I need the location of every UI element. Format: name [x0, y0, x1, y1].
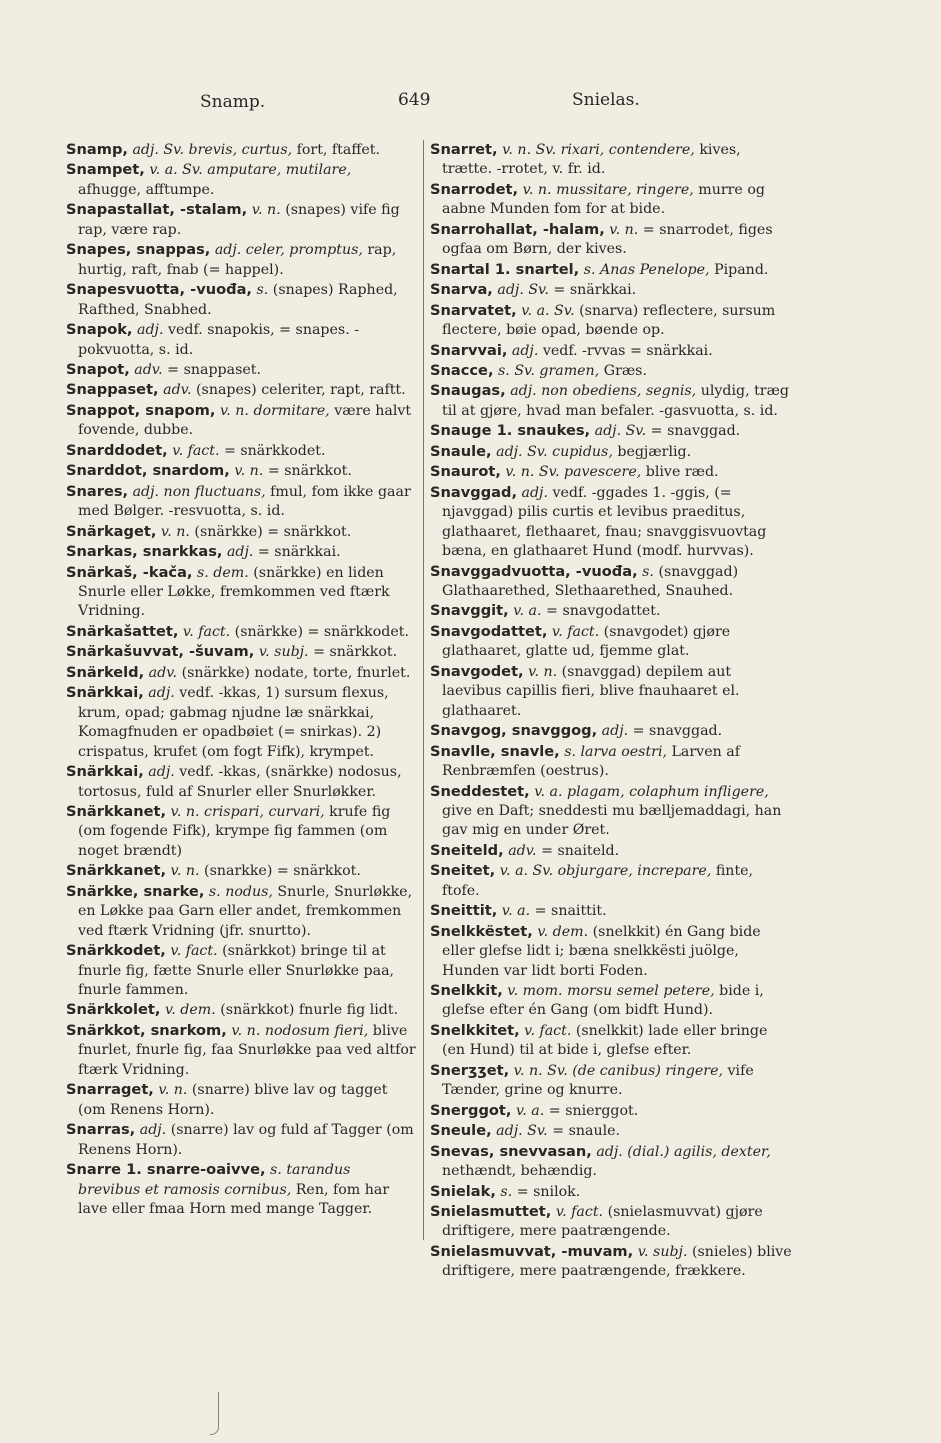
entry-headword: Snarre 1. snarre-oaivve,: [66, 1161, 266, 1179]
entry-headword: Sneule,: [430, 1122, 492, 1140]
entry-definition: = snavgodattet.: [546, 603, 661, 620]
entry-definition: = snierggot.: [548, 1102, 639, 1119]
entry-definition: finte, ftofe.: [442, 863, 754, 899]
entry-grammar: v. fact.: [551, 623, 600, 640]
dictionary-entry: [430, 260, 792, 280]
entry-grammar: s.: [256, 282, 269, 299]
running-head-right: Snielas.: [572, 90, 640, 110]
dictionary-entry: [430, 301, 792, 341]
entry-grammar: v. n.: [528, 663, 558, 680]
dictionary-entry: [66, 522, 416, 542]
entry-grammar: adv.: [148, 664, 178, 681]
entry-grammar: v. n. Sv. (de canibus) ringere,: [513, 1062, 723, 1079]
dictionary-entry: [66, 563, 416, 622]
entry-definition: ulydig, træg til at gjøre, hvad man befaler. -gasvuotta, s. id.: [442, 383, 789, 419]
entry-definition: (snärkke) = snärkkot.: [194, 523, 352, 540]
entry-grammar: adj. non fluctuans,: [132, 483, 266, 500]
dictionary-entry: [430, 601, 792, 621]
dictionary-entry: [66, 160, 416, 200]
entry-grammar: v. dem.: [164, 1002, 216, 1019]
running-head-left: Snamp.: [200, 92, 266, 112]
dictionary-entry: [430, 742, 792, 782]
dictionary-entry: [430, 381, 792, 421]
entry-headword: Snaurot,: [430, 463, 501, 481]
entry-headword: Snavgodet,: [430, 662, 524, 680]
entry-headword: Snelkkit,: [430, 982, 503, 1000]
entry-grammar: v. fact.: [172, 442, 220, 459]
entry-definition: afhugge, afftumpe.: [78, 181, 215, 198]
entry-definition: (snarre) blive lav og tagget (om Renens Horn).: [78, 1082, 388, 1118]
entry-grammar: adv.: [163, 382, 192, 399]
dictionary-entry: [66, 941, 416, 1000]
entry-definition: (snapes) Raphed, Rafthed, Snabhed.: [78, 282, 398, 318]
entry-headword: Snartal 1. snartel,: [430, 260, 580, 278]
entry-grammar: adj. Sv. brevis, curtus,: [132, 142, 293, 158]
dictionary-entry: [430, 1242, 792, 1282]
entry-grammar: v. n. Sv. rixari, contendere,: [502, 142, 695, 158]
entry-headword: Sneittit,: [430, 902, 498, 920]
entry-headword: Snavgodattet,: [430, 622, 548, 640]
entry-headword: Snapok,: [66, 321, 133, 339]
entry-grammar: v. a. Sv.: [521, 302, 575, 319]
entry-grammar: s. dem.: [196, 564, 249, 581]
dictionary-entry: [430, 981, 792, 1021]
entry-headword: Sneitet,: [430, 862, 496, 880]
entry-definition: (snavggad) depilem aut laevibus capillis fieri, blive fnauhaaret el. glathaaret.: [442, 663, 740, 719]
dictionary-entry: [430, 562, 792, 602]
dictionary-entry: [66, 802, 416, 861]
entry-definition: (snärkke) en liden Snurle eller Løkke, fremkommen ved ftærk Vridning.: [78, 564, 390, 620]
entry-definition: murre og aabne Munden fom for at bide.: [442, 181, 765, 218]
entry-headword: Snampet,: [66, 161, 145, 179]
entry-headword: Snärkkanet,: [66, 802, 167, 820]
entry-headword: Snielak,: [430, 1182, 496, 1200]
entry-definition: = snavggad.: [650, 423, 741, 440]
entry-headword: Snärkaget,: [66, 522, 157, 540]
dictionary-entry: [66, 622, 416, 642]
entry-definition: (snavgodet) gjøre glathaaret, glatte ud, fjemme glat.: [442, 623, 731, 660]
entry-definition: rap, hurtig, raft, fnab (= happel).: [78, 242, 397, 278]
dictionary-entry: [66, 762, 416, 802]
entry-definition: = snärkkai.: [553, 282, 637, 299]
entry-grammar: v. a.: [515, 1102, 545, 1119]
entry-definition: krufe fig (om fogende Fifk), krympe fig fammen (om noget brændt): [78, 803, 391, 859]
entry-grammar: adj. (dial.) agilis, dexter,: [596, 1143, 771, 1160]
entry-headword: Snacce,: [430, 361, 494, 379]
entry-headword: Sneddestet,: [430, 782, 530, 800]
entry-grammar: s. larva oestri,: [564, 743, 667, 760]
dictionary-entry: [430, 841, 792, 861]
entry-grammar: adj.: [226, 544, 254, 561]
entry-definition: = snarrodet, figes ogfaa om Børn, der kives.: [442, 221, 773, 258]
entry-headword: Snapes, snappas,: [66, 241, 211, 259]
entry-headword: Snauge 1. snaukes,: [430, 422, 591, 440]
dictionary-entry: [430, 1021, 792, 1061]
entry-definition: (snapes) celeriter, rapt, raftt.: [196, 382, 406, 399]
entry-headword: Sneiteld,: [430, 841, 504, 859]
entry-headword: Snärkaš, -kača,: [66, 563, 193, 581]
entry-definition: = snärkkot.: [313, 644, 398, 661]
entry-headword: Snavggad,: [430, 483, 517, 501]
entry-definition: = snappaset.: [167, 361, 261, 378]
entry-definition: være halvt fovende, dubbe.: [78, 402, 412, 439]
entry-grammar: adj.: [511, 342, 539, 359]
entry-grammar: v. n.: [234, 463, 264, 480]
entry-definition: (snärkke) = snärkkodet.: [234, 623, 409, 640]
entry-definition: vedf. -kkas, 1) sursum flexus, krum, opad; gabmag njudne læ snärkkai, Komagfnuden er opadbøiet (= snirkas). 2) crispatus, krufet (om fogt Fifk), krympet.: [78, 685, 389, 760]
entry-definition: give en Daft; sneddesti mu bælljemaddagi, han gav mig en under Øret.: [442, 802, 782, 839]
entry-grammar: s.: [500, 1183, 513, 1200]
dictionary-entry: [66, 1120, 416, 1160]
entry-headword: Snavggit,: [430, 602, 509, 620]
dictionary-entry: [430, 280, 792, 300]
entry-grammar: v. a.: [513, 603, 542, 620]
left-column: [66, 140, 416, 1219]
entry-headword: Snamp,: [66, 141, 128, 158]
entry-definition: (snarva) reflectere, sursum flectere, bøie opad, bøende op.: [442, 302, 776, 339]
entry-grammar: v. fact.: [555, 1204, 604, 1221]
entry-grammar: v. n. Sv. pavescere,: [505, 464, 642, 481]
entry-grammar: adj.: [521, 484, 548, 501]
dictionary-entry: [430, 662, 792, 721]
entry-headword: Snärkašuvvat, -šuvam,: [66, 643, 255, 661]
entry-headword: Snärkke, snarke,: [66, 882, 205, 900]
entry-headword: Snarrodet,: [430, 180, 519, 198]
dictionary-entry: [66, 200, 416, 240]
entry-definition: (snelkkit) én Gang bide eller glefse lidt i; bæna snelkkësti juölge, Hunden var lidt borti Foden.: [442, 923, 761, 979]
entry-definition: (snarre) lav og fuld af Tagger (om Renens Horn).: [78, 1122, 414, 1158]
dictionary-entry: [66, 360, 416, 380]
entry-grammar: v. n. mussitare, ringere,: [522, 181, 694, 198]
entry-definition: (snavggad) Glathaarethed, Slethaarethed, Snauhed.: [442, 563, 739, 599]
dictionary-entry: [430, 361, 792, 381]
entry-headword: Snavgog, snavggog,: [430, 722, 598, 740]
entry-grammar: adj.: [148, 685, 175, 702]
entry-headword: Snarddodet,: [66, 441, 168, 459]
entry-headword: Snärkkot, snarkom,: [66, 1021, 227, 1039]
dictionary-entry: [66, 1000, 416, 1020]
entry-definition: vedf. -rvvas = snärkkai.: [542, 342, 713, 359]
dictionary-entry: [430, 622, 792, 662]
dictionary-entry: [66, 320, 416, 360]
entry-grammar: adj.: [601, 723, 629, 740]
dictionary-entry: [66, 401, 416, 441]
dictionary-entry: [430, 341, 792, 361]
entry-headword: Snerʒʒet,: [430, 1061, 510, 1079]
entry-definition: (snärkke) nodate, torte, fnurlet.: [181, 664, 411, 681]
entry-headword: Snarrohallat, -halam,: [430, 220, 605, 238]
entry-grammar: v. n.: [160, 523, 190, 540]
entry-headword: Snärkkai,: [66, 763, 144, 781]
dictionary-entry: [66, 461, 416, 481]
entry-definition: = snaittit.: [534, 903, 607, 920]
entry-headword: Snaugas,: [430, 382, 506, 400]
entry-headword: Snärkkodet,: [66, 942, 166, 960]
dictionary-entry: [430, 1182, 792, 1202]
entry-grammar: s. tarandus brevibus et ramosis cornibus,: [78, 1162, 351, 1198]
entry-grammar: adj.: [148, 764, 175, 781]
entry-headword: Snarvvai,: [430, 341, 508, 359]
entry-definition: Pipand.: [714, 261, 769, 278]
entry-definition: vedf. -ggades 1. -ggis, (= njavggad) pilis curtis et levibus praeditus, glathaaret, flethaaret, fnau; snavggisvuovtag bæna, en glathaaret Hund (modf. hurvvas).: [442, 484, 767, 560]
entry-headword: Snarva,: [430, 281, 493, 299]
entry-grammar: s.: [642, 563, 654, 580]
entry-grammar: v. n. crispari, curvari,: [170, 803, 325, 820]
entry-headword: Snares,: [66, 482, 129, 500]
entry-headword: Snelkkitet,: [430, 1021, 520, 1039]
entry-definition: vedf. snapokis, = snapes. -pokvuotta, s. id.: [78, 322, 360, 358]
entry-grammar: v. n.: [170, 863, 200, 880]
dictionary-entry: [66, 683, 416, 762]
dictionary-entry: [66, 280, 416, 320]
entry-definition: Snurle, Snurløkke, en Løkke paa Garn eller andet, fremkommen ved ftærk Vridning (jfr. snurtto).: [78, 883, 413, 939]
entry-headword: Snarddot, snardom,: [66, 462, 230, 480]
entry-definition: = snärkkai.: [257, 544, 341, 561]
dictionary-entry: [430, 483, 792, 562]
entry-grammar: s. Anas Penelope,: [583, 261, 710, 278]
entry-grammar: adj. celer, promptus,: [214, 242, 363, 259]
dictionary-entry: [430, 1142, 792, 1182]
entry-grammar: adj. non obediens, segnis,: [510, 383, 697, 400]
dictionary-entry: [66, 240, 416, 280]
dictionary-entry: [66, 482, 416, 522]
entry-headword: Snaule,: [430, 442, 492, 460]
dictionary-entry: [430, 180, 792, 220]
dictionary-entry: [66, 861, 416, 881]
entry-grammar: v. n.: [251, 202, 281, 219]
entry-grammar: v. fact.: [524, 1022, 572, 1039]
dictionary-entry: [66, 1021, 416, 1080]
column-divider: [423, 140, 424, 1240]
dictionary-entry: [66, 441, 416, 461]
entry-headword: Snärkeld,: [66, 663, 145, 681]
entry-definition: (snapes) vife fig rap, være rap.: [78, 202, 400, 238]
dictionary-entry: [66, 140, 416, 160]
dictionary-entry: [430, 721, 792, 741]
entry-grammar: v. n.: [609, 221, 639, 238]
entry-definition: (snärkkot) fnurle fig lidt.: [220, 1002, 399, 1019]
entry-definition: fmul, fom ikke gaar med Bølger. -resvuotta, s. id.: [78, 483, 411, 520]
entry-definition: (snärkkot) bringe til at fnurle fig, fætte Snurle eller Snurløkke paa, fnurle fammen.: [78, 943, 395, 999]
entry-headword: Snielasmuttet,: [430, 1203, 552, 1221]
entry-definition: blive fnurlet, fnurle fig, faa Snurløkke paa ved altfor ftærk Vridning.: [78, 1022, 416, 1078]
dictionary-entry: [430, 1121, 792, 1141]
entry-grammar: v. n. dormitare,: [219, 402, 330, 419]
entry-grammar: adj. Sv.: [594, 423, 647, 440]
entry-headword: Snapastallat, -stalam,: [66, 201, 248, 219]
dictionary-entry: [430, 922, 792, 981]
entry-definition: blive ræd.: [645, 464, 719, 481]
entry-headword: Snarras,: [66, 1121, 136, 1139]
dictionary-entry: [430, 782, 792, 841]
entry-grammar: v. n. nodosum fieri,: [231, 1022, 369, 1039]
entry-grammar: v. n.: [158, 1082, 188, 1099]
entry-headword: Snavlle, snavle,: [430, 742, 560, 760]
dictionary-entry: [66, 663, 416, 683]
dictionary-entry: [66, 1160, 416, 1219]
entry-headword: Snappot, snapom,: [66, 401, 216, 419]
entry-headword: Snärkkolet,: [66, 1001, 161, 1019]
entry-grammar: adj. Sv. cupidus,: [496, 443, 613, 460]
entry-definition: Ren, fom har lave eller fmaa Horn med mange Tagger.: [78, 1181, 390, 1218]
entry-grammar: v. a. Sv. objurgare, increpare,: [499, 863, 712, 880]
dictionary-entry: [430, 901, 792, 921]
right-column: [430, 140, 792, 1282]
dictionary-entry: [66, 1080, 416, 1120]
entry-definition: = snärkkot.: [267, 463, 352, 480]
dictionary-entry: [430, 442, 792, 462]
entry-grammar: adj.: [137, 322, 164, 339]
dictionary-entry: [430, 1202, 792, 1242]
entry-definition: begjærlig.: [617, 443, 692, 460]
entry-grammar: s. Sv. gramen,: [498, 362, 600, 379]
entry-definition: fort, ftaffet.: [296, 142, 381, 158]
entry-definition: bide i, glefse efter én Gang (om bidft Hund).: [442, 983, 764, 1019]
dictionary-entry: [430, 140, 792, 180]
entry-grammar: v. dem.: [537, 923, 589, 940]
entry-definition: (snielasmuvvat) gjøre driftigere, mere paatrængende.: [442, 1204, 763, 1240]
entry-headword: Snarkas, snarkkas,: [66, 543, 223, 561]
entry-grammar: v. a. Sv. amputare, mutilare,: [149, 162, 352, 179]
entry-grammar: adj. Sv.: [497, 282, 549, 299]
entry-definition: = snaule.: [552, 1123, 621, 1140]
page-mark: [210, 1392, 219, 1435]
entry-grammar: v. fact.: [170, 943, 218, 960]
dictionary-entry: [66, 642, 416, 662]
entry-grammar: adv.: [508, 842, 537, 859]
entry-headword: Snielasmuvvat, -muvam,: [430, 1242, 634, 1260]
entry-grammar: adv.: [134, 361, 163, 378]
entry-headword: Snärkkanet,: [66, 862, 167, 880]
entry-headword: Snappaset,: [66, 381, 159, 399]
dictionary-entry: [430, 1061, 792, 1101]
entry-grammar: v. subj.: [637, 1243, 688, 1260]
entry-definition: (snelkkit) lade eller bringe (en Hund) til at bide i, glefse efter.: [442, 1022, 768, 1059]
entry-grammar: v. subj.: [258, 644, 309, 661]
entry-grammar: adj. Sv.: [496, 1123, 548, 1140]
page-number: 649: [398, 90, 431, 110]
entry-headword: Snapot,: [66, 360, 130, 378]
entry-headword: Snavggadvuotta, -vuođa,: [430, 562, 638, 580]
dictionary-entry: [430, 421, 792, 441]
dictionary-entry: [430, 861, 792, 901]
entry-grammar: adj.: [139, 1122, 167, 1139]
dictionary-entry: [66, 882, 416, 941]
entry-headword: Snärkkai,: [66, 684, 144, 702]
entry-grammar: v. a.: [501, 903, 531, 920]
entry-headword: Snapesvuotta, -vuođa,: [66, 281, 252, 299]
entry-definition: Larven af Renbræmfen (oestrus).: [442, 743, 740, 780]
entry-definition: kives, trætte. -rrotet, v. fr. id.: [442, 142, 741, 178]
dictionary-entry: [430, 462, 792, 482]
entry-grammar: v. fact.: [182, 623, 231, 640]
entry-definition: = snilok.: [516, 1183, 581, 1200]
entry-definition: Græs.: [603, 362, 647, 379]
entry-definition: (snarkke) = snärkkot.: [204, 863, 361, 880]
dictionary-entry: [430, 1101, 792, 1121]
entry-headword: Snärkašattet,: [66, 622, 179, 640]
entry-definition: vedf. -kkas, (snärkke) nodosus, tortosus, fuld af Snurler eller Snurløkker.: [78, 764, 402, 800]
dictionary-entry: [430, 220, 792, 260]
entry-grammar: v. mom. morsu semel petere,: [507, 983, 715, 1000]
dictionary-entry: [66, 542, 416, 562]
entry-definition: vife Tænder, grine og knurre.: [442, 1062, 754, 1099]
entry-definition: (snieles) blive driftigere, mere paatrængende, frækkere.: [442, 1243, 792, 1280]
entry-headword: Snarret,: [430, 141, 498, 158]
entry-grammar: v. a. plagam, colaphum infligere,: [534, 783, 769, 800]
entry-headword: Snelkkëstet,: [430, 922, 533, 940]
entry-headword: Snarraget,: [66, 1081, 154, 1099]
entry-grammar: s. nodus,: [208, 883, 273, 900]
entry-headword: Snerggot,: [430, 1101, 512, 1119]
dictionary-entry: [66, 380, 416, 400]
entry-headword: Snevas, snevvasan,: [430, 1142, 592, 1160]
entry-headword: Snarvatet,: [430, 301, 517, 319]
entry-definition: = snärkkodet.: [223, 442, 326, 459]
entry-definition: = snavggad.: [632, 723, 723, 740]
entry-definition: nethændt, behændig.: [442, 1163, 597, 1180]
entry-definition: = snaiteld.: [541, 842, 620, 859]
